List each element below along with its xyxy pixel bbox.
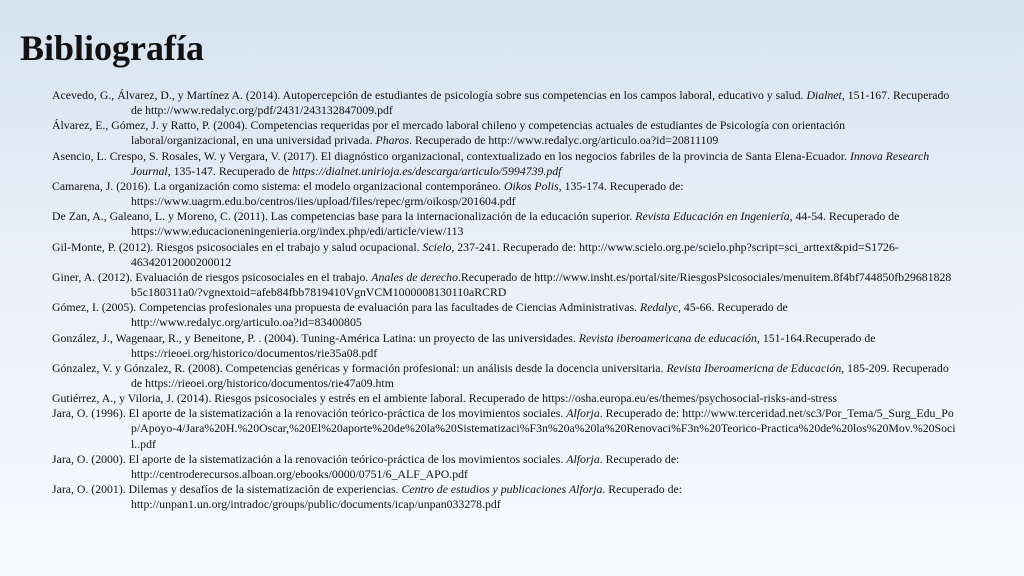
reference-item: Gutiérrez, A., y Viloria, J. (2014). Riesgos psicosociales y estrés en el ambiente laboral. Recuperado de https://osha.europa.eu/es/themes/psychosocial-risks-and-stress [52, 391, 837, 406]
reference-item: Jara, O. (1996). El aporte de la sistematización a la renovación teórico-práctica de los movimientos sociales. Alforja. Recuperado de: http://www.terceridad.net/sc3/Por_Tema/5_Surg_Edu_Pop/Apoyo-4/Jara%20H.%20Oscar,%20El%20aporte%20de%20la%20Sistematizaci%F3n%20a%20la%20Renovaci%F3n%20Teorico-Practica%20de%20los%20Mov.%20Socil..pdf [52, 406, 956, 451]
reference-item: Jara, O. (2001). Dilemas y desafíos de la sistematización de experiencias. Centro de estudios y publicaciones Alforja. Recuperado de: http://unpan1.un.org/intradoc/groups/public/documents/icap/unpan033278.pdf [52, 482, 682, 512]
reference-item: De Zan, A., Galeano, L. y Moreno, C. (2011). Las competencias base para la internacionalización de la educación superior. Revista Educación en Ingeniería, 44-54. Recuperado de https://www.educacioneningenieria.org/index.php/edi/article/view/113 [52, 209, 900, 239]
reference-item: Asencio, L. Crespo, S. Rosales, W. y Vergara, V. (2017). El diagnóstico organizacional, contextualizado en los negocios fabriles de la provincia de Santa Elena-Ecuador. Innova Research Journal, 135-147. Recuperado de https://dialnet.unirioja.es/descarga/articulo/5994739.pdf [52, 148, 930, 178]
reference-item: Jara, O. (2000). El aporte de la sistematización a la renovación teórico-práctica de los movimientos sociales. Alforja. Recuperado de: http://centroderecursos.alboan.org/ebooks/0000/0751/6_ALF_APO.pdf [52, 451, 680, 481]
reference-item: Gónzalez, V. y Gónzalez, R. (2008). Competencias genéricas y formación profesional: un análisis desde la docencia universitaria. Revista Iberoamericna de Educación, 185-209. Recuperado de https://rieoei.org/historico/documentos/rie47a09.htm [52, 360, 949, 390]
page-title: Bibliografía [20, 28, 205, 68]
reference-item: Gómez, I. (2005). Competencias profesionales una propuesta de evaluación para las facultades de Ciencias Administrativas. Redalyc, 45-66. Recuperado de http://www.redalyc.org/articulo.oa?id=83400805 [52, 300, 788, 330]
reference-item: Giner, A. (2012). Evaluación de riesgos psicosociales en el trabajo. Anales de derecho.Recuperado de http://www.insht.es/portal/site/RiesgosPsicosociales/menuitem.8f4bf744850fb29681828b5c180311a0/?vgnextoid=afeb84fbb7819410VgnVCM1000008130110aRCRD [52, 269, 952, 300]
reference-item: Gil-Monte, P. (2012). Riesgos psicosociales en el trabajo y salud ocupacional. Scielo, 237-241. Recuperado de: http://www.scielo.org.pe/scielo.php?script=sci_arttext&pid=S1726-46342012000200012 [52, 239, 899, 269]
reference-item: Camarena, J. (2016). La organización como sistema: el modelo organizacional contemporáneo. Oikos Polis, 135-174. Recuperado de: https://www.uagrm.edu.bo/centros/iies/upload/files/repec/grm/oikosp/201604.pdf [52, 178, 684, 209]
reference-item: González, J., Wagenaar, R., y Beneitone, P. . (2004). Tuning-América Latina: un proyecto de las universidades. Revista iberoamericana de educación, 151-164.Recuperado de https://rieoei.org/historico/documentos/rie35a08.pdf [52, 330, 876, 360]
reference-item: Álvarez, E., Gómez, J. y Ratto, P. (2004). Competencias requeridas por el mercado laboral chileno y competencias actuales de estudiantes de Psicología con orientación laboral/organizacional, en una universidad privada. Pharos. Recuperado de http://www.redalyc.org/articulo.oa?id=20811109 [52, 118, 846, 148]
bibliography-list [52, 88, 956, 512]
reference-item: Acevedo, G., Álvarez, D., y Martínez A. (2014). Autopercepción de estudiantes de psicología sobre sus competencias en los campos laboral, educativo y salud. Dialnet, 151-167. Recuperado de http://www.redalyc.org/pdf/2431/243132847009.pdf [52, 88, 950, 118]
